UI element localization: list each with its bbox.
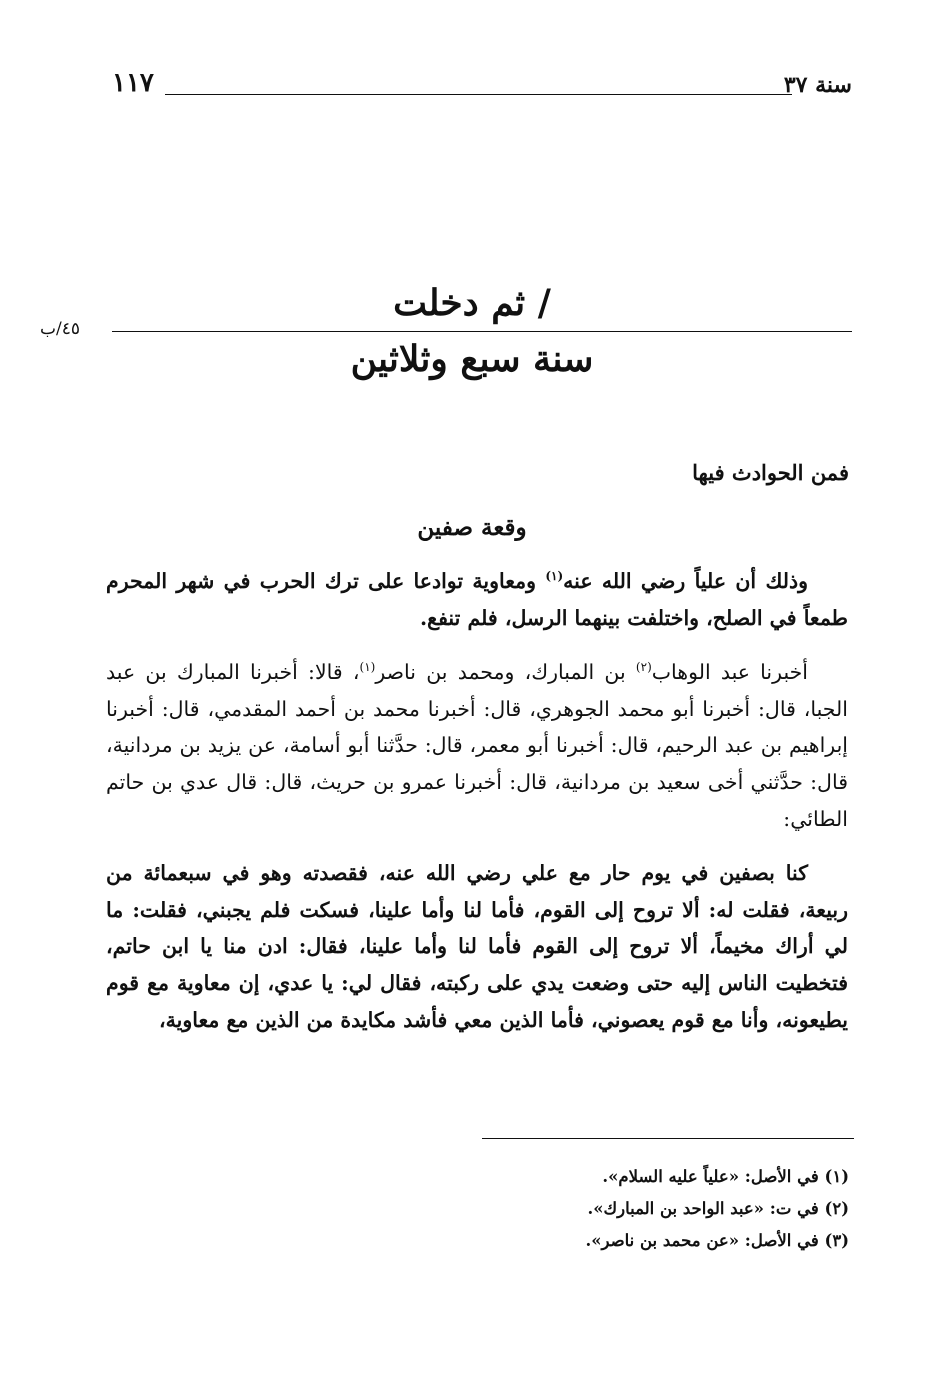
footnote-ref-3: (١)	[359, 660, 376, 675]
chapter-heading-line2: سنة سبع وثلاثين	[350, 338, 594, 380]
subsection-heading: وقعة صفين	[417, 514, 527, 541]
paragraph-2	[106, 654, 848, 837]
paragraph-3-text: كنا بصفين في يوم حار مع علي رضي الله عنه، فقصدته وهو في سبعمائة من ربيعة، فقلت له: ألا تروح إلى القوم، فأما لنا وأما علينا، فسكت فلم يجبني، فقلت: ما لي أراك مخيماً، ألا تروح إلى القوم فأما لنا وأما علينا، فقال: ادن منا يا ابن حاتم، فتخطيت الناس إليه حتى وضعت يدي على ركبته، فقال لي: يا عدي، إن معاوية مع قوم يطيعونه، وأنا مع قوم يعصوني، فأما الذين معي فأشد مكايدة من الذين مع معاوية،	[106, 861, 848, 1032]
footnotes	[249, 1163, 849, 1259]
footnote-1: (١) في الأصل: «علياً عليه السلام».	[602, 1167, 849, 1186]
folio-margin-note: ٤٥/ب	[36, 319, 84, 339]
paragraph-2-text-b: بن المبارك، ومحمد بن ناصر	[375, 660, 636, 685]
running-header-title: سنة ٣٧	[783, 72, 852, 98]
section-heading: فمن الحوادث فيها	[692, 460, 849, 485]
paragraph-2-text-c: ، قالا: أخبرنا المبارك بن عبد الجبا، قال: أخبرنا أبو محمد الجوهري، قال: أخبرنا محمد بن أحمد المقدمي، قال: أخبرنا إبراهيم بن عبد الرحيم، قال: أخبرنا أبو معمر، قال: حدَّثنا أبو أسامة، عن يزيد بن مردانية، قال: حدَّثني أخى سعيد بن مردانية، قال: أخبرنا عمرو بن حريث، قال: قال عدي بن حاتم الطائي:	[106, 660, 848, 831]
paragraph-1-text-b: ومعاوية توادعا على ترك الحرب في شهر المحرم طمعاً في الصلح، واختلفت بينهما الرسل، فلم تنفع.	[106, 569, 848, 630]
paragraph-1	[106, 563, 848, 636]
footnote-ref-2: (٢)	[635, 660, 652, 675]
page-number: ١١٧	[112, 68, 154, 98]
chapter-heading-line1: / ثم دخلت	[393, 282, 551, 324]
footnote-3: (٣) في الأصل: «عن محمد بن ناصر».	[585, 1231, 849, 1250]
paragraph-1-text-a: وذلك أن علياً رضي الله عنه	[563, 569, 808, 593]
body-text	[106, 563, 848, 1038]
paragraph-2-text-a: أخبرنا عبد الوهاب	[651, 660, 808, 685]
paragraph-3	[106, 855, 848, 1038]
header-rule	[165, 94, 792, 95]
footnote-ref-1: (١)	[545, 569, 564, 584]
footnote-rule	[482, 1138, 854, 1139]
chapter-rule	[112, 331, 852, 332]
footnote-2: (٢) في ت: «عبد الواحد بن المبارك».	[587, 1199, 849, 1218]
